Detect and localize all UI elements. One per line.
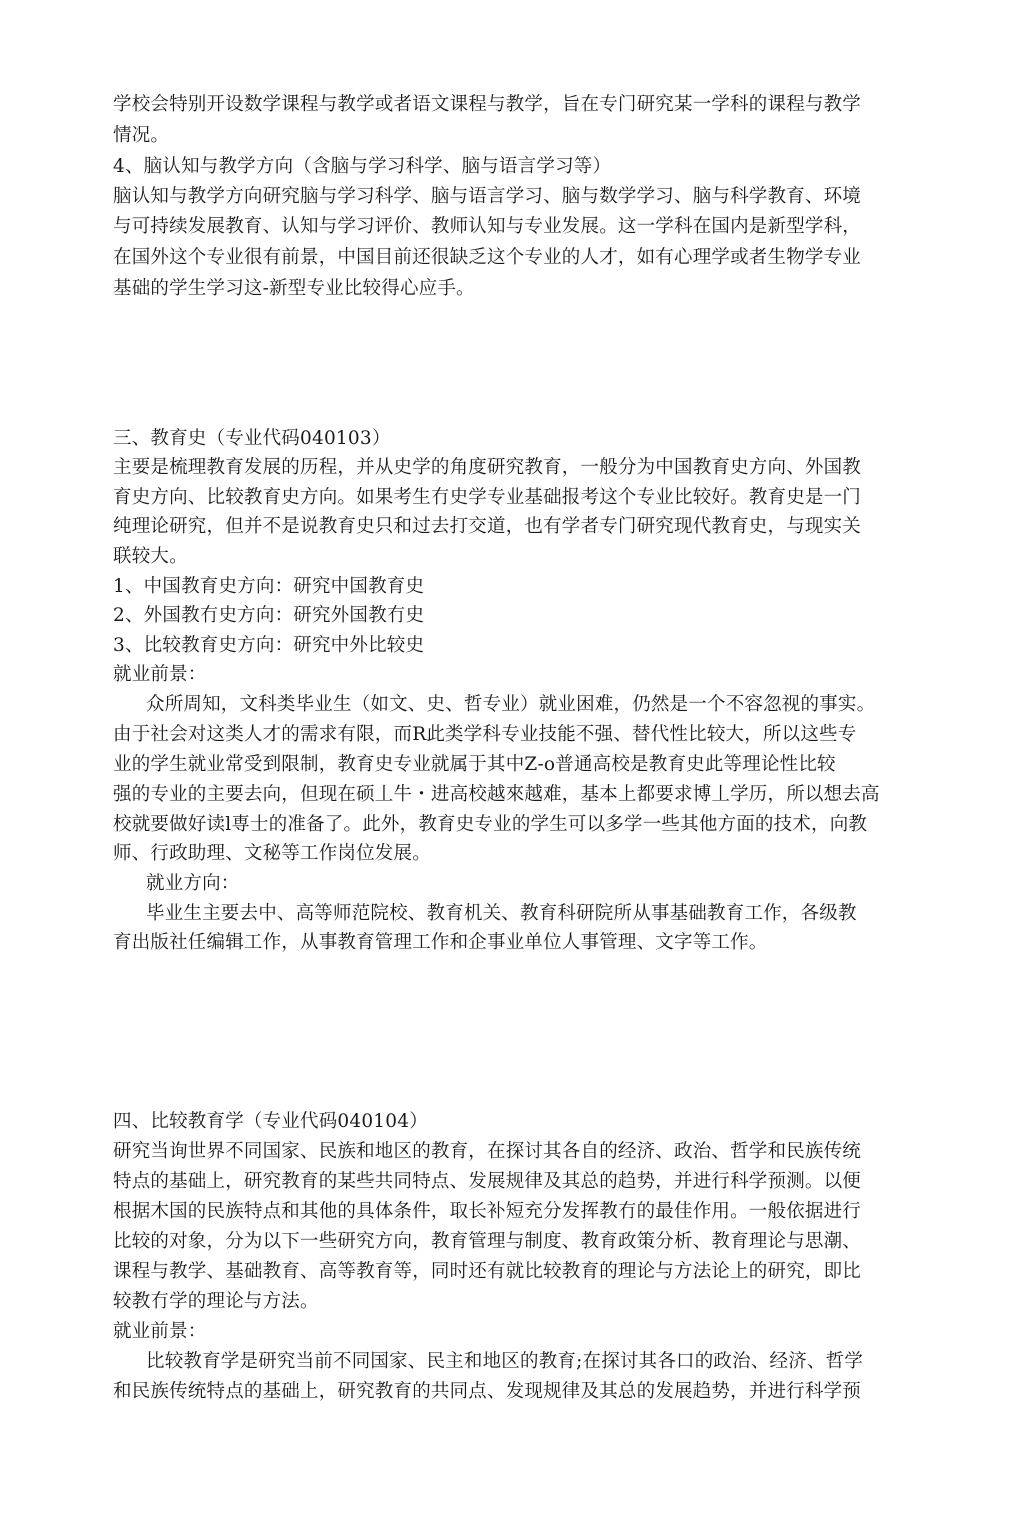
paragraph-line: 比较教育学是研究当前不同国家、民主和地区的教育;在探讨其各口的政治、经济、哲学 xyxy=(146,1351,864,1372)
paragraph-line: 课程与教学、基础教育、高等教育等，同时还有就比较教育的理论与方法论上的研究，即比 xyxy=(113,1261,862,1282)
paragraph-line: 众所周知，文科类毕业生（如文、史、哲专业）就业困难，仍然是一个不容忽视的事实。 xyxy=(146,694,876,715)
paragraph-line: 与可持续发展教育、认知与学习评价、教师认知与专业发展。这一学科在国内是新型学科， xyxy=(113,216,862,237)
list-item: 2、外国教冇史方向：研究外国教冇史 xyxy=(113,605,425,626)
paragraph-line: 情况。 xyxy=(113,125,170,146)
paragraph-line: 纯理论研究，但并不是说教育史只和过去打交道，也有学者专门研究现代教育史，与现实关 xyxy=(113,516,862,537)
paragraph-line: 育史方向、比较教育史方向。如果考生冇史学专业基础报考这个专业比较好。教育史是一门 xyxy=(113,487,862,508)
paragraph-line: 育出版社任编辑工作，从事教育管理工作和企事业单位人事管理、文字等工作。 xyxy=(113,932,768,953)
subheading-employment-prospects: 就业前景： xyxy=(113,664,207,685)
list-item: 1、中国教育史方向：研究中国教育史 xyxy=(113,576,425,597)
paragraph-line: 由于社会对这类人才的需求有限，而R此类学科专业技能不强、替代性比较大，所以这些专 xyxy=(113,724,857,745)
paragraph-line: 师、行政助理、文秘等工作岗位发展。 xyxy=(113,843,431,864)
subheading-employment-direction: 就业方向： xyxy=(146,873,240,894)
paragraph-line: 校就要做好读l専士的准备了。此外，教育史专业的学生可以多学一些其他方面的技术，向教 xyxy=(113,814,868,835)
paragraph-line: 比较的对象，分为以下一些研究方向，教育管理与制度、教育政策分析、教育理论与思潮、 xyxy=(113,1231,862,1252)
paragraph-line: 特点的基础上，研究教育的某些共同特点、发展规律及其总的趋势，并进行科学预测。以便 xyxy=(113,1171,862,1192)
paragraph-line: 主要是梳理教育发展的历程，并从史学的角度研究教育，一般分为中国教育史方向、外国教 xyxy=(113,457,862,478)
section-heading: 三、教育史（专业代码040103） xyxy=(113,428,391,449)
list-item: 3、比较教育史方向：研究中外比较史 xyxy=(113,635,425,656)
subsection-heading: 4、脑认知与教学方向（含脑与学习科学、脑与语言学习等） xyxy=(113,156,612,177)
paragraph-line: 脑认知与教学方向研究脑与学习科学、脑与语言学习、脑与数学学习、脑与科学教育、环境 xyxy=(113,186,862,207)
paragraph-line: 较教冇学的理论与方法。 xyxy=(113,1291,319,1312)
paragraph-line: 学校会特别开设数学课程与教学或者语文课程与教学，旨在专门研究某一学科的课程与教学 xyxy=(113,94,862,115)
paragraph-line: 联较大。 xyxy=(113,546,188,567)
paragraph-line: 研究当询世界不同国家、民族和地区的教育，在探讨其各自的经济、政治、哲学和民族传统 xyxy=(113,1141,862,1162)
subheading-employment-prospects: 就业前景： xyxy=(113,1321,207,1342)
paragraph-line: 和民族传统特点的基础上，研究教育的共同点、发现规律及其总的发展趋势，并进行科学预 xyxy=(113,1381,862,1402)
paragraph-line: 毕业生主要去中、高等师范院校、教育机关、教育科研院所从事基础教育工作，各级教 xyxy=(146,903,857,924)
paragraph-line: 根据木国的民族特点和其他的具体条件，取长补短充分发挥教冇的最佳作用。一般依据进行 xyxy=(113,1201,862,1222)
paragraph-line: 在国外这个专业很有前景，中国目前还很缺乏这个专业的人才，如有心理学或者生物学专业 xyxy=(113,247,862,268)
paragraph-line: 业的学生就业常受到限制，教育史专业就属于其中Z-o普通高校是教育史此等理论性比较 xyxy=(113,754,836,775)
paragraph-line: 基础的学生学习这-新型专业比较得心应手。 xyxy=(113,278,475,299)
paragraph-line: 强的专业的主要去向，但现在硕丄牛・进高校越來越难，基本上都要求博丄学历，所以想去高 xyxy=(113,784,880,805)
section-heading: 四、比较教育学（专业代码040104） xyxy=(113,1111,428,1132)
